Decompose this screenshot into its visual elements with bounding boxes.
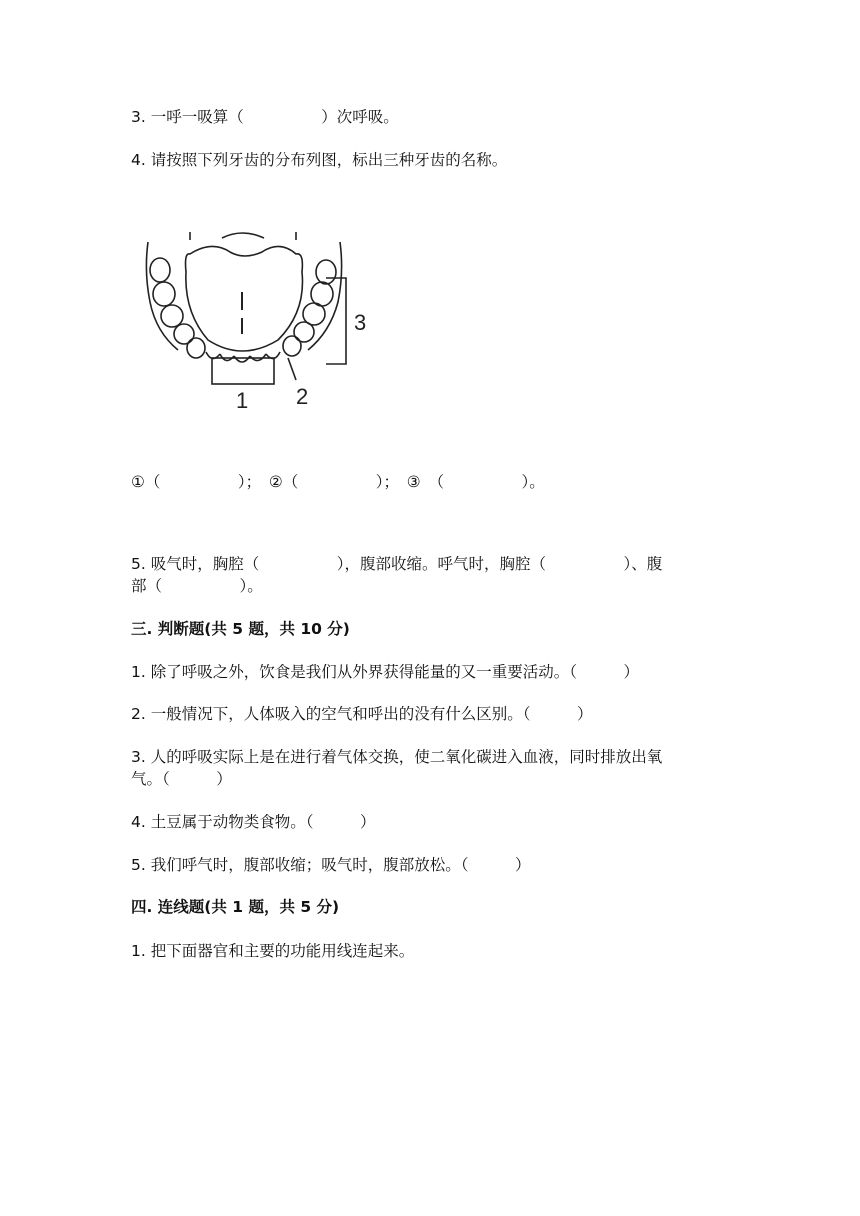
- teeth-diagram-drawing: [130, 232, 390, 422]
- section-4-heading: 四. 连线题(共 1 题，共 5 分): [131, 898, 340, 916]
- teeth-diagram: [130, 232, 390, 422]
- question-5-line-2: 部（ ）。: [131, 577, 263, 595]
- tongue: [186, 246, 303, 351]
- matching-item: 1. 把下面器官和主要的功能用线连起来。: [131, 942, 415, 960]
- judge-item: 5. 我们呼气时，腹部收缩；吸气时，腹部放松。（ ）: [131, 856, 531, 874]
- diagram-label-3: 3: [354, 310, 367, 335]
- diagram-label-1: 1: [236, 388, 249, 413]
- judge-item-continued: 气。（ ）: [131, 770, 232, 788]
- diagram-label-2: 2: [296, 384, 309, 409]
- front-incisors: [206, 352, 280, 362]
- question-3: 3. 一呼一吸算（ ）次呼吸。: [131, 108, 399, 126]
- judge-item: 1. 除了呼吸之外，饮食是我们从外界获得能量的又一重要活动。（ ）: [131, 663, 639, 681]
- canine-pointer: [288, 358, 296, 380]
- question-5-line-1: 5. 吸气时，胸腔（ ），腹部收缩。呼气时，胸腔（ ）、腹: [131, 555, 663, 573]
- judge-item: 3. 人的呼吸实际上是在进行着气体交换，使二氧化碳进入血液，同时排放出氧: [131, 748, 663, 766]
- right-molars: [283, 260, 336, 356]
- left-molars: [150, 258, 205, 358]
- judge-item: 4. 土豆属于动物类食物。（ ）: [131, 813, 376, 831]
- judge-item: 2. 一般情况下，人体吸入的空气和呼出的没有什么区别。（ ）: [131, 705, 593, 723]
- section-3-heading: 三. 判断题(共 5 题，共 10 分): [131, 620, 350, 638]
- molar-bracket: [326, 278, 346, 364]
- question-4: 4. 请按照下列牙齿的分布列图，标出三种牙齿的名称。: [131, 151, 508, 169]
- answer-row: ①（ ）； ②（ ）； ③ （ ）。: [131, 473, 545, 491]
